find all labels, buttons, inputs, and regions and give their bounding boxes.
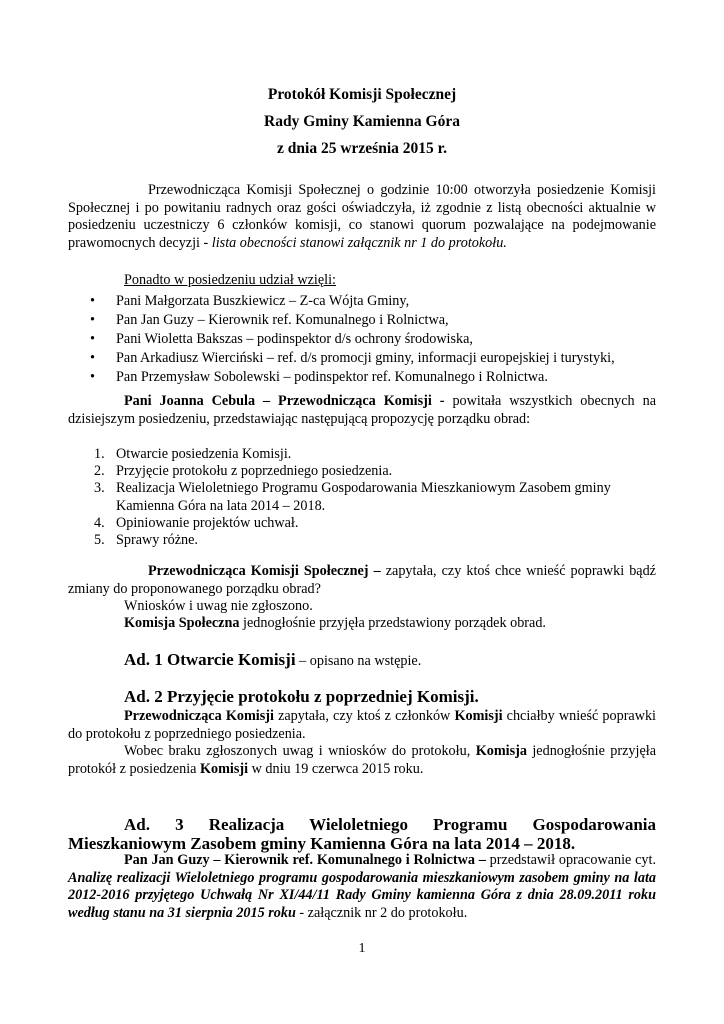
list-item: 1. Otwarcie posiedzenia Komisji. xyxy=(94,446,292,462)
intro-text: Przewodnicząca Komisji Społecznej o godzinie 10:00 otworzyła posiedzenie Komisji Społecznej i po powitaniu radnych oraz gości oświadczyła, iż zgodnie z listą obecności aktualnie w posiedzeniu uczestniczy 6 członków komisji, co stanowi quorum pozwalające na podejmowanie prawomocnych decyzji - xyxy=(68,182,656,251)
page-number: 1 xyxy=(358,941,366,956)
list-item: 5. Sprawy różne. xyxy=(94,532,198,549)
ad1-section: Ad. 1 Otwarcie Komisji – opisano na wstępie. xyxy=(124,650,422,669)
agenda-accepted-line: Komisja Społeczna jednogłośnie przyjęła przedstawiony porządek obrad. xyxy=(124,615,546,631)
participants-heading: Ponadto w posiedzeniu udział wzięli: xyxy=(124,272,336,288)
list-item: • Pan Arkadiusz Wierciński – ref. d/s promocji gminy, informacji europejskiej i turystyki, xyxy=(68,350,656,369)
ad1-heading: Ad. 1 Otwarcie Komisji xyxy=(124,650,296,669)
list-item: • Pani Małgorzata Buszkiewicz – Z-ca Wójta Gminy, xyxy=(68,293,656,312)
ad2-heading: Ad. 2 Przyjęcie protokołu z poprzedniej Komisji. xyxy=(124,687,479,706)
intro-paragraph xyxy=(68,182,656,252)
list-item: • Pan Przemysław Sobolewski – podinspektor ref. Komunalnego i Rolnictwa. xyxy=(68,369,656,388)
list-item: 3. Realizacja Wieloletniego Programu Gospodarowania Mieszkaniowym Zasobem gminy Kamienna Góra na lata 2014 – 2018. xyxy=(94,480,611,514)
document-title-line3: z dnia 25 września 2015 r. xyxy=(277,140,447,157)
no-motions-line: Wniosków i uwag nie zgłoszono. xyxy=(124,598,313,614)
document-title-line2: Rady Gminy Kamienna Góra xyxy=(264,113,460,130)
list-item: 4. Opiniowanie projektów uchwał. xyxy=(94,514,299,531)
document-title-line1: Protokół Komisji Społecznej xyxy=(267,86,457,103)
question-paragraph: Przewodnicząca Komisji Społecznej – zapytała, czy ktoś chce wnieść poprawki bądź zmiany do proponowanego porządku obrad? xyxy=(68,563,656,597)
ad3-heading: Ad. 3 Realizacja Wieloletniego Programu Gospodarowania Mieszkaniowym Zasobem gminy Kamienna Góra na lata 2014 – 2018. xyxy=(68,815,656,853)
list-item: • Pan Jan Guzy – Kierownik ref. Komunalnego i Rolnictwa, xyxy=(68,312,656,331)
chairwoman-name: Pani Joanna Cebula – Przewodnicząca Komisji - xyxy=(124,393,453,409)
agenda-list xyxy=(68,446,656,549)
ad2-paragraph1: Przewodnicząca Komisji zapytała, czy ktoś z członków Komisji chciałby wnieść poprawki do protokołu z poprzedniego posiedzenia. xyxy=(68,708,656,742)
ad2-paragraph2: Wobec braku zgłoszonych uwag i wniosków do protokołu, Komisja jednogłośnie przyjęła protokół z posiedzenia Komisji w dniu 19 czerwca 2015 roku. xyxy=(68,743,656,777)
intro-attachment-note: lista obecności stanowi załącznik nr 1 do protokołu. xyxy=(211,234,507,251)
ad3-paragraph: Pan Jan Guzy – Kierownik ref. Komunalnego i Rolnictwa – przedstawił opracowanie cyt. Analizę realizacji Wieloletniego programu gospodarowania mieszkaniowym zasobem gminy na lata 2012-2016 przyjętego Uchwałą Nr XI/44/11 Rady Gminy kamienna Góra z dnia 28.09.2011 roku według stanu na 31 sierpnia 2015 roku - załącznik nr 2 do protokołu. xyxy=(68,852,656,921)
list-item: 2. Przyjęcie protokołu z poprzedniego posiedzenia. xyxy=(94,463,393,480)
greeting-paragraph: Pani Joanna Cebula – Przewodnicząca Komisji - powitała wszystkich obecnych na dzisiejszym posiedzeniu, przedstawiając następującą propozycję porządku obrad: xyxy=(68,393,656,427)
participants-list xyxy=(68,293,656,388)
list-item: • Pani Wioletta Bakszas – podinspektor d/s ochrony środowiska, xyxy=(68,331,656,350)
